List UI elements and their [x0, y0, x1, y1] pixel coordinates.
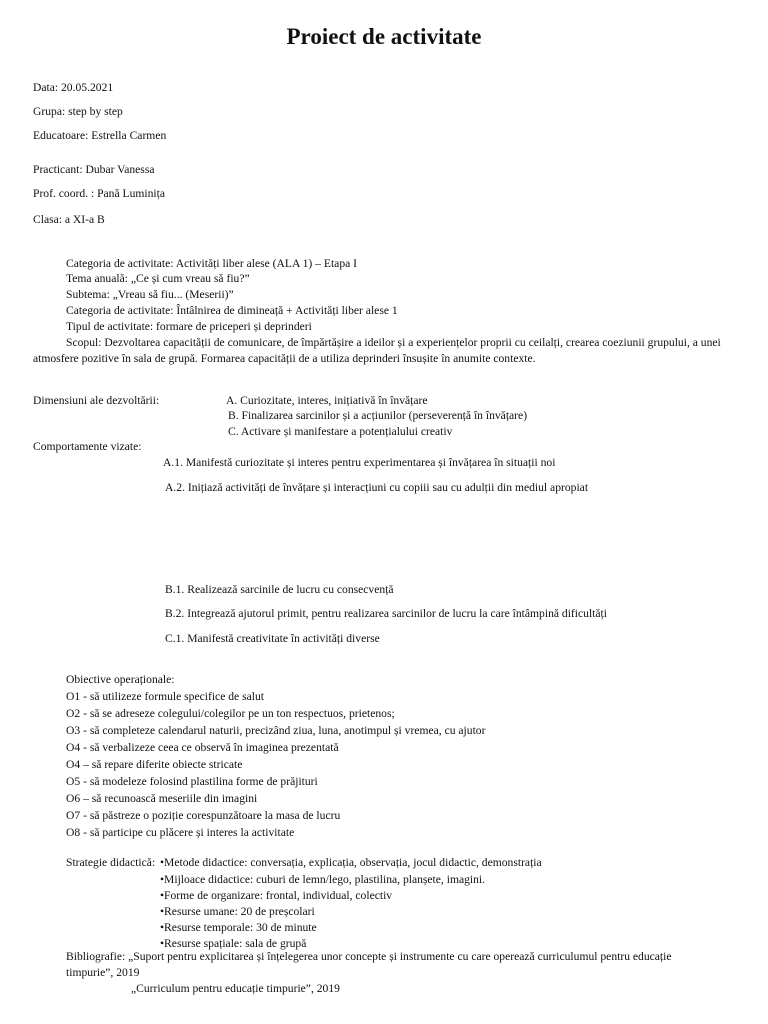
strategy-item: •Metode didactice: conversația, explicația, observația, jocul didactic, demonstrația [160, 856, 542, 869]
behavior-item: A.1. Manifestă curiozitate și interes pentru experimentarea și învățarea în situații noi [163, 456, 556, 469]
activity-annual-theme: Tema anuală: „Ce și cum vreau să fiu?” [66, 272, 250, 285]
activity-category-2: Categoria de activitate: Întâlnirea de dimineață + Activități liber alese 1 [66, 304, 398, 317]
behavior-item: B.2. Integrează ajutorul primit, pentru realizarea sarcinilor de lucru la care întâmpină dificultăți [165, 607, 607, 620]
objective-item: O4 - să verbalizeze ceea ce observă în imaginea prezentată [66, 741, 339, 754]
objective-item: O2 - să se adreseze colegului/colegilor pe un ton respectuos, prietenos; [66, 707, 395, 720]
info-coordinator: Prof. coord. : Pană Luminița [33, 187, 166, 200]
objectives-label: Obiective operaționale: [66, 673, 175, 686]
behavior-item: B.1. Realizează sarcinile de lucru cu consecvență [165, 583, 394, 596]
activity-purpose: Scopul: Dezvoltarea capacității de comunicare, de împărtășire a ideilor și a experiențelor proprii cu ceilalți, crearea coeziunii grupului, a unei atmosfere pozitive în sala de grupă. Formarea capacității de a utiliza deprinderi însușite în anumite contexte. [33, 336, 721, 365]
objective-item: O3 - să completeze calendarul naturii, precizând ziua, luna, anotimpul și vremea, cu ajutor [66, 724, 486, 737]
strategy-item: •Forme de organizare: frontal, individual, colectiv [160, 889, 393, 902]
strategy-label: Strategie didactică: [66, 856, 156, 869]
activity-type: Tipul de activitate: formare de priceperi și deprinderi [66, 320, 312, 333]
behavior-item: C.1. Manifestă creativitate în activități diverse [165, 632, 380, 645]
info-trainee: Practicant: Dubar Vanessa [33, 163, 155, 176]
info-group: Grupa: step by step [33, 105, 123, 118]
objective-item: O6 – să recunoască meseriile din imagini [66, 792, 258, 805]
behaviors-label: Comportamente vizate: [33, 440, 142, 453]
bibliography-second: „Curriculum pentru educație timpurie”, 2019 [131, 982, 340, 995]
objective-item: O5 - să modeleze folosind plastilina forme de prăjituri [66, 775, 318, 788]
objective-item: O7 - să păstreze o poziție corespunzătoare la masa de lucru [66, 809, 341, 822]
info-class: Clasa: a XI-a B [33, 213, 105, 226]
dimension-item: B. Finalizarea sarcinilor și a acțiunilor (perseverență în învățare) [228, 409, 528, 422]
dimensions-label: Dimensiuni ale dezvoltării: [33, 394, 160, 407]
objective-item: O8 - să participe cu plăcere și interes la activitate [66, 826, 295, 839]
strategy-item: •Resurse temporale: 30 de minute [160, 921, 317, 934]
info-date: Data: 20.05.2021 [33, 81, 114, 94]
objective-item: O1 - să utilizeze formule specifice de salut [66, 690, 264, 703]
activity-category-1: Categoria de activitate: Activități liber alese (ALA 1) – Etapa I [66, 257, 358, 270]
dimension-item: C. Activare și manifestare a potențialului creativ [228, 425, 453, 438]
strategy-item: •Mijloace didactice: cuburi de lemn/lego, plastilina, planșete, imagini. [160, 873, 486, 886]
strategy-item: •Resurse spațiale: sala de grupă [160, 937, 307, 950]
objective-item: O4 – să repare diferite obiecte stricate [66, 758, 243, 771]
dimension-item: A. Curiozitate, interes, inițiativă în învățare [226, 394, 428, 407]
bibliography-text: Bibliografie: „Suport pentru explicitarea și înțelegerea unor concepte și instrumente cu care operează curriculumul pentru educație timpurie”, 2019 [66, 950, 672, 979]
activity-subtheme: Subtema: „Vreau să fiu... (Meserii)” [66, 288, 234, 301]
behavior-item: A.2. Inițiază activități de învățare și interacțiuni cu copiii sau cu adulții din mediul apropiat [165, 481, 589, 494]
document-title: Proiect de activitate [286, 24, 482, 49]
info-teacher: Educatoare: Estrella Carmen [33, 129, 167, 142]
strategy-item: •Resurse umane: 20 de preșcolari [160, 905, 315, 918]
